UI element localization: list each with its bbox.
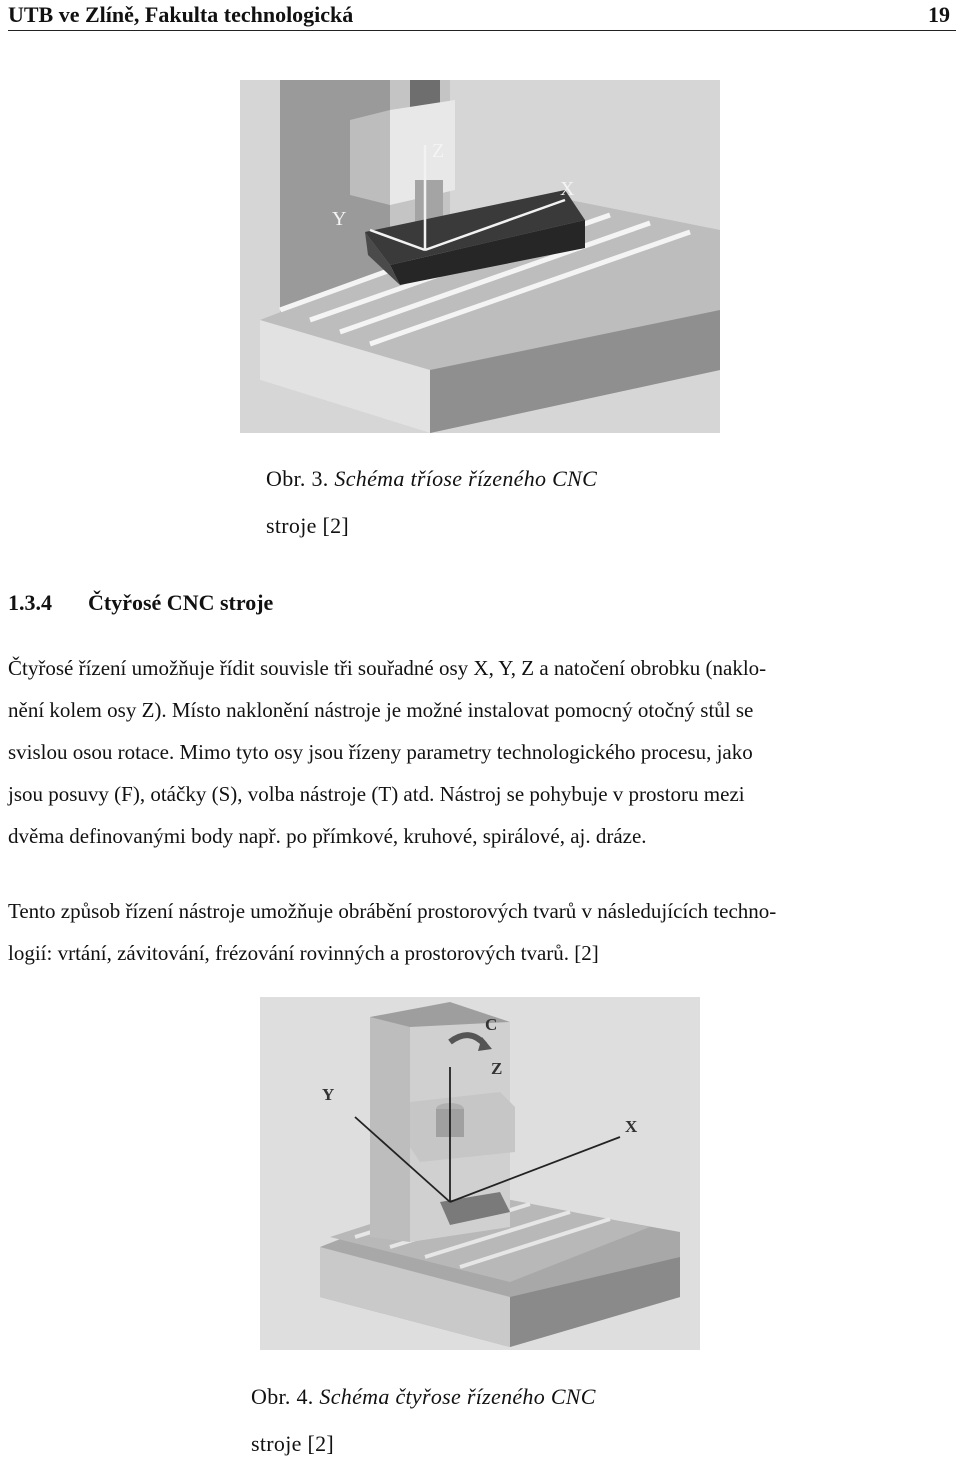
figure-3-caption-line2: stroje [2] — [266, 513, 350, 538]
paragraph-line: svislou osou rotace. Mimo tyto osy jsou řízeny parametry technologického procesu, jako — [8, 740, 753, 764]
cnc-3-axis-illustration — [240, 80, 720, 433]
paragraph-line: nění kolem osy Z). Místo naklonění nástroje je možné instalovat pomocný otočný stůl se — [8, 698, 754, 722]
paragraph-line: dvěma definovanými body např. po přímkové, kruhové, spirálové, aj. dráze. — [8, 824, 647, 848]
paragraph-1 — [8, 647, 953, 857]
cnc-4-axis-illustration — [260, 997, 700, 1350]
axis-label-x: X — [560, 178, 575, 200]
section-heading — [8, 590, 273, 616]
paragraph-line: logií: vrtání, závitování, frézování rovinných a prostorových tvarů. [2] — [8, 941, 599, 965]
figure-4-caption-line2: stroje [2] — [251, 1431, 335, 1456]
figure-3-axis-cnc — [240, 80, 720, 433]
figure-4-caption — [251, 1376, 701, 1418]
axis-label-x: X — [625, 1117, 638, 1136]
axis-label-y: Y — [332, 208, 347, 230]
figure-3-caption — [266, 458, 706, 500]
page-number: 19 — [928, 2, 950, 27]
header-title: UTB ve Zlíně, Fakulta technologická — [8, 2, 354, 27]
figure-4-axis-cnc — [260, 997, 700, 1350]
section-title: Čtyřosé CNC stroje — [88, 590, 274, 615]
caption-text: Schéma čtyřose řízeného CNC — [319, 1384, 596, 1409]
caption-number: Obr. 4. — [251, 1384, 314, 1409]
axis-label-z: Z — [432, 140, 445, 162]
section-number: 1.3.4 — [8, 590, 52, 615]
paragraph-2 — [8, 890, 953, 974]
axis-label-c: C — [485, 1015, 498, 1034]
caption-text: Schéma tříose řízeného CNC — [334, 466, 598, 491]
paragraph-line: jsou posuvy (F), otáčky (S), volba nástroje (T) atd. Nástroj se pohybuje v prostoru mezi — [8, 782, 745, 806]
caption-number: Obr. 3. — [266, 466, 329, 491]
paragraph-line: Čtyřosé řízení umožňuje řídit souvisle tři souřadné osy X, Y, Z a natočení obrobku (naklo- — [8, 656, 767, 680]
axis-label-z: Z — [491, 1059, 503, 1078]
paragraph-line: Tento způsob řízení nástroje umožňuje obrábění prostorových tvarů v následujících techno- — [8, 899, 777, 923]
axis-label-y: Y — [322, 1085, 335, 1104]
page-header — [8, 0, 956, 31]
